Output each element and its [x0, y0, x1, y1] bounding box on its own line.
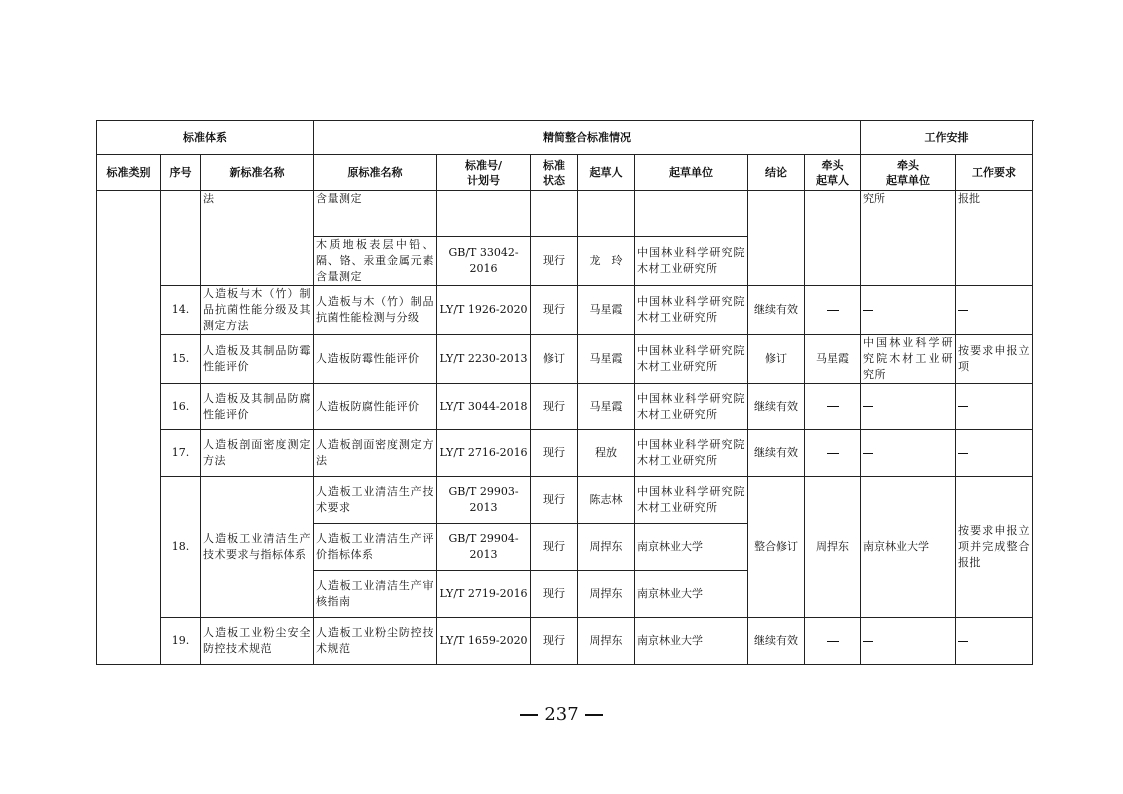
header-standard-system: 标准体系: [97, 121, 314, 155]
std-no-cell: LY/T 2719-2016: [437, 571, 531, 618]
unit-cell: 中国林业科学研究院木材工业研究所: [635, 237, 748, 286]
orig-name-cell: 人造板防霉性能评价: [314, 335, 437, 384]
new-name-cell: 人造板及其制品防腐性能评价: [201, 384, 314, 430]
table-row: [97, 430, 1033, 477]
dash-mark: [958, 453, 968, 454]
lead-unit-dash: [861, 384, 956, 430]
header-streamlined-situation: 精简整合标准情况: [314, 121, 861, 155]
page-number-text: 237: [544, 704, 579, 725]
drafter-cell: 龙 玲: [578, 237, 635, 286]
dash-mark: [827, 453, 839, 454]
conclusion-cell: [748, 191, 805, 286]
new-name-cell: 人造板及其制品防霉性能评价: [201, 335, 314, 384]
drafter-cell: 马星霞: [578, 384, 635, 430]
dash-mark: [863, 406, 873, 407]
new-name-cell: 人造板剖面密度测定方法: [201, 430, 314, 477]
col-header-lead-person-line1: 牵头: [821, 158, 844, 172]
table-row: [97, 477, 1033, 524]
status-cell: 现行: [531, 524, 578, 571]
col-header-seq: 序号: [161, 155, 201, 191]
table-row: [97, 384, 1033, 430]
dash-mark: [863, 453, 873, 454]
status-cell: 现行: [531, 477, 578, 524]
page-number-left-dash: [520, 714, 538, 716]
dash-mark: [827, 310, 839, 311]
status-cell: 现行: [531, 237, 578, 286]
lead-unit-dash: [861, 430, 956, 477]
table-row: [97, 618, 1033, 665]
col-header-status-line1: 标准: [543, 158, 566, 172]
drafter-cell: 周捍东: [578, 571, 635, 618]
dash-mark: [863, 641, 873, 642]
lead-unit-dash: [861, 618, 956, 665]
col-header-std-no-line1: 标准号/: [465, 158, 503, 172]
seq-cell: 18.: [161, 477, 201, 618]
orig-name-cell: 人造板工业清洁生产技术要求: [314, 477, 437, 524]
requirement-dash: [956, 286, 1033, 335]
dash-mark: [827, 641, 839, 642]
category-cell: [97, 191, 161, 665]
requirement-cell: 按要求申报立项: [956, 335, 1033, 384]
conclusion-cell: 修订: [748, 335, 805, 384]
lead-unit-cell: 南京林业大学: [861, 477, 956, 618]
seq-cell: 17.: [161, 430, 201, 477]
unit-cell: 中国林业科学研究院木材工业研究所: [635, 384, 748, 430]
unit-cell: 中国林业科学研究院木材工业研究所: [635, 286, 748, 335]
std-no-cell: LY/T 3044-2018: [437, 384, 531, 430]
col-header-lead-unit-line2: 起草单位: [886, 173, 931, 187]
col-header-unit: 起草单位: [635, 155, 748, 191]
std-no-cell: LY/T 1926-2020: [437, 286, 531, 335]
col-header-lead-unit-line1: 牵头: [897, 158, 920, 172]
lead-unit-dash: [861, 286, 956, 335]
conclusion-cell: 继续有效: [748, 384, 805, 430]
std-no-cell: LY/T 1659-2020: [437, 618, 531, 665]
page-number: [0, 704, 1123, 725]
unit-cell: 中国林业科学研究院木材工业研究所: [635, 335, 748, 384]
page-number-right-dash: [585, 714, 603, 716]
status-cell: [531, 191, 578, 237]
col-header-drafter: 起草人: [578, 155, 635, 191]
lead-person-dash: [805, 286, 861, 335]
seq-cell: 19.: [161, 618, 201, 665]
std-no-cell: [437, 191, 531, 237]
drafter-cell: 程放: [578, 430, 635, 477]
status-cell: 现行: [531, 384, 578, 430]
requirement-dash: [956, 430, 1033, 477]
requirement-dash: [956, 384, 1033, 430]
drafter-cell: 马星霞: [578, 335, 635, 384]
unit-cell: 南京林业大学: [635, 618, 748, 665]
unit-cell: 南京林业大学: [635, 524, 748, 571]
lead-unit-cell: 究所: [861, 191, 956, 286]
col-header-status-line2: 状态: [543, 173, 566, 187]
new-name-cell: 法: [201, 191, 314, 286]
requirement-cell: 按要求申报立项并完成整合报批: [956, 477, 1033, 618]
seq-cell: 15.: [161, 335, 201, 384]
orig-name-cell: 人造板工业粉尘防控技术规范: [314, 618, 437, 665]
drafter-cell: 马星霞: [578, 286, 635, 335]
col-header-orig-name: 原标准名称: [314, 155, 437, 191]
seq-cell: 14.: [161, 286, 201, 335]
table-row: [97, 335, 1033, 384]
status-cell: 修订: [531, 335, 578, 384]
orig-name-cell: 木质地板表层中铅、隔、铬、汞重金属元素含量测定: [314, 237, 437, 286]
orig-name-cell: 人造板工业清洁生产评价指标体系: [314, 524, 437, 571]
lead-unit-cell: 中国林业科学研究院木材工业研究所: [861, 335, 956, 384]
drafter-cell: 陈志林: [578, 477, 635, 524]
drafter-cell: 周捍东: [578, 618, 635, 665]
orig-name-cell: 人造板与木（竹）制品抗菌性能检测与分级: [314, 286, 437, 335]
standards-table: [96, 120, 1033, 665]
status-cell: 现行: [531, 618, 578, 665]
unit-cell: 南京林业大学: [635, 571, 748, 618]
dash-mark: [827, 406, 839, 407]
conclusion-cell: 继续有效: [748, 618, 805, 665]
std-no-cell: LY/T 2230-2013: [437, 335, 531, 384]
table-row: [97, 191, 1033, 237]
std-no-cell: GB/T 29903-2013: [437, 477, 531, 524]
requirement-dash: [956, 618, 1033, 665]
col-header-conclusion: 结论: [748, 155, 805, 191]
col-header-new-name: 新标准名称: [201, 155, 314, 191]
dash-mark: [958, 641, 968, 642]
col-header-lead-person: [805, 155, 861, 191]
dash-mark: [958, 406, 968, 407]
seq-cell: 16.: [161, 384, 201, 430]
lead-person-dash: [805, 618, 861, 665]
std-no-cell: GB/T 29904-2013: [437, 524, 531, 571]
col-header-status: [531, 155, 578, 191]
std-no-cell: GB/T 33042-2016: [437, 237, 531, 286]
unit-cell: 中国林业科学研究院木材工业研究所: [635, 477, 748, 524]
conclusion-cell: 继续有效: [748, 286, 805, 335]
lead-person-cell: 马星霞: [805, 335, 861, 384]
lead-person-dash: [805, 384, 861, 430]
status-cell: 现行: [531, 286, 578, 335]
status-cell: 现行: [531, 571, 578, 618]
drafter-cell: 周捍东: [578, 524, 635, 571]
dash-mark: [863, 310, 873, 311]
lead-person-cell: [805, 191, 861, 286]
col-header-requirement: 工作要求: [956, 155, 1033, 191]
col-header-std-no: [437, 155, 531, 191]
unit-cell: [635, 191, 748, 237]
col-header-category: 标准类别: [97, 155, 161, 191]
col-header-std-no-line2: 计划号: [467, 173, 501, 187]
header-work-arrangement: 工作安排: [861, 121, 1033, 155]
col-header-lead-person-line2: 起草人: [816, 173, 850, 187]
requirement-cell: 报批: [956, 191, 1033, 286]
table-row: [97, 286, 1033, 335]
orig-name-cell: 含量测定: [314, 191, 437, 237]
dash-mark: [958, 310, 968, 311]
new-name-cell: 人造板工业粉尘安全防控技术规范: [201, 618, 314, 665]
std-no-cell: LY/T 2716-2016: [437, 430, 531, 477]
status-cell: 现行: [531, 430, 578, 477]
new-name-cell: 人造板工业清洁生产技术要求与指标体系: [201, 477, 314, 618]
lead-person-dash: [805, 430, 861, 477]
col-header-lead-unit: [861, 155, 956, 191]
conclusion-cell: 继续有效: [748, 430, 805, 477]
orig-name-cell: 人造板防腐性能评价: [314, 384, 437, 430]
seq-cell: [161, 191, 201, 286]
conclusion-cell: 整合修订: [748, 477, 805, 618]
new-name-cell: 人造板与木（竹）制品抗菌性能分级及其测定方法: [201, 286, 314, 335]
drafter-cell: [578, 191, 635, 237]
orig-name-cell: 人造板剖面密度测定方法: [314, 430, 437, 477]
unit-cell: 中国林业科学研究院木材工业研究所: [635, 430, 748, 477]
orig-name-cell: 人造板工业清洁生产审核指南: [314, 571, 437, 618]
lead-person-cell: 周捍东: [805, 477, 861, 618]
